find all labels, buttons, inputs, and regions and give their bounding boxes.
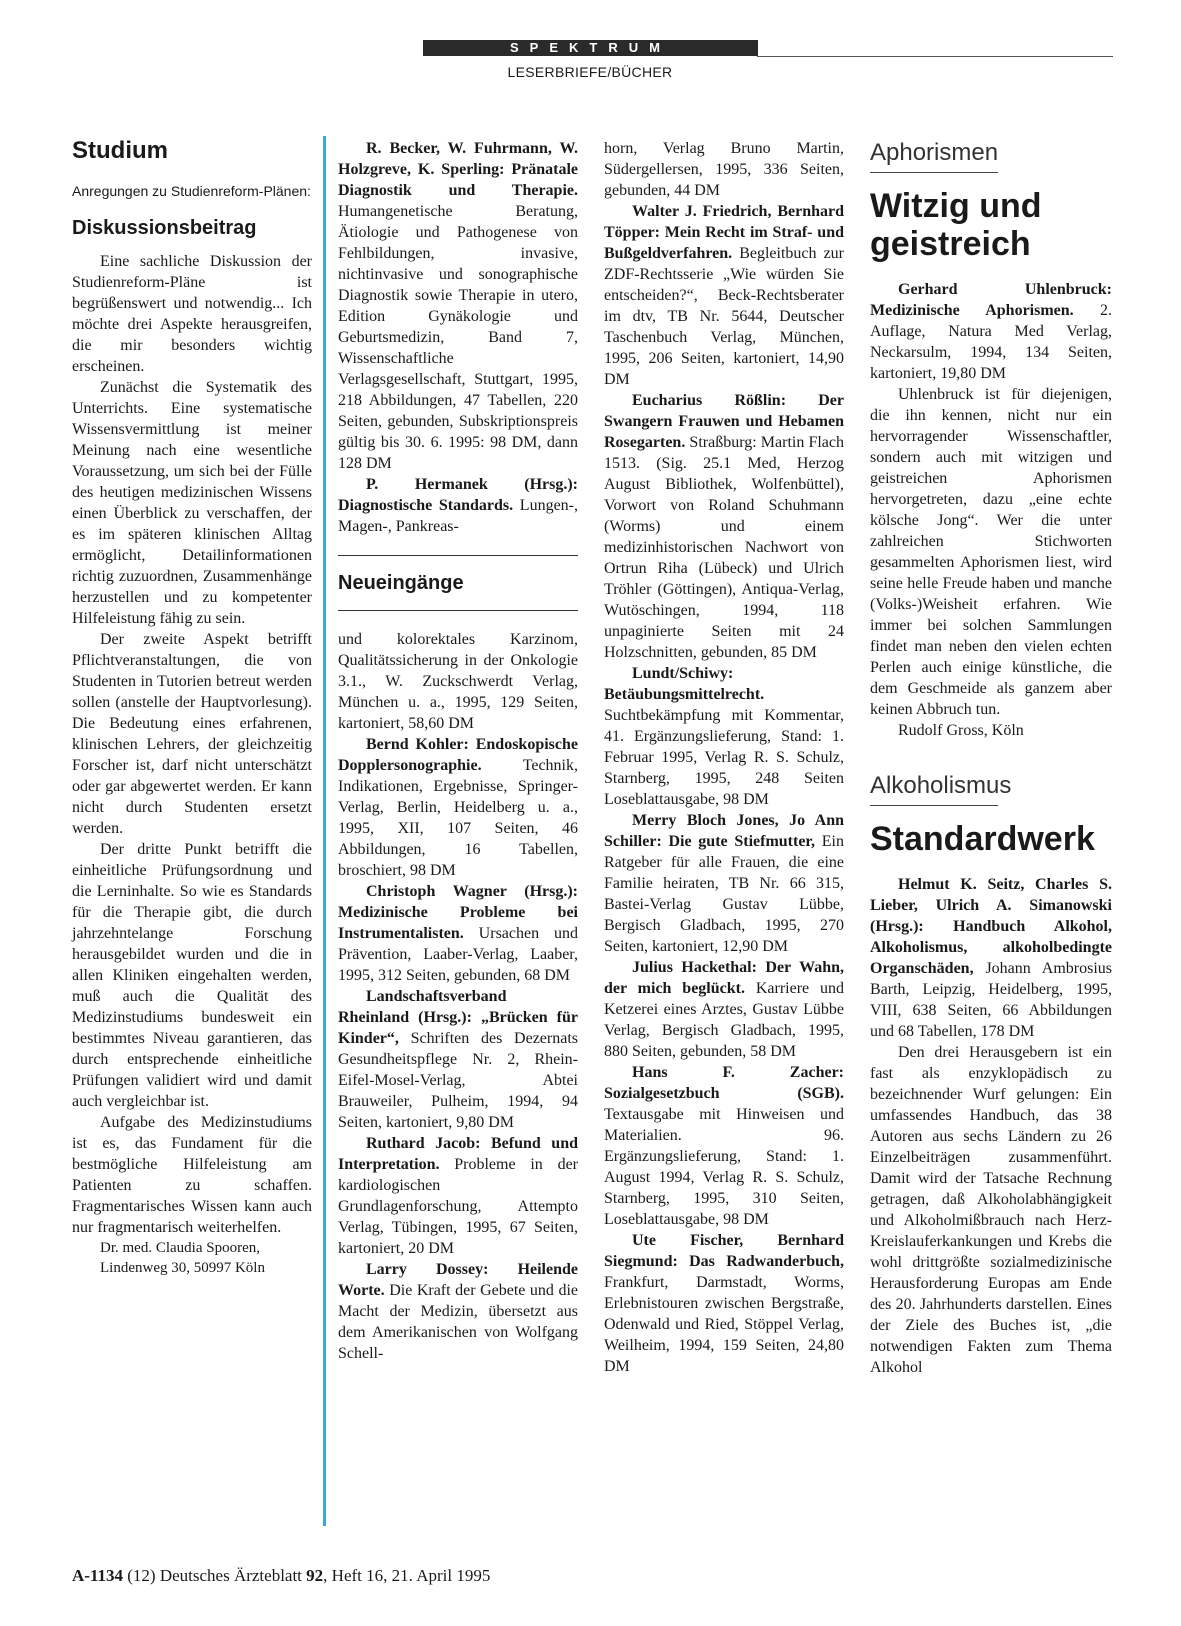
page-footer — [72, 1566, 632, 1586]
page-number: A-1134 — [72, 1566, 123, 1585]
book-entry — [338, 1133, 578, 1259]
book-details: Straßburg: Martin Flach 1513. (Sig. 25.1 Med, Herzog August Bibliothek, Wolfenbüttel), Vorwort von Roland Schuhmann (Worms) und einem medizinhistorischen Nachwort von Ortrun Riha (Lübeck) und Ulrich Tröhler (Göttingen), Antiqua-Verlag, Wutöschingen, 1994, 118 unpaginierte Seiten mit 24 Holzschnitten, gebunden, 85 DM — [604, 434, 844, 661]
column-new-books-2 — [604, 138, 844, 1377]
book-entry — [604, 201, 844, 390]
book-title: Julius Hackethal: Der Wahn, der mich beglückt. — [604, 959, 844, 997]
book-title: Merry Bloch Jones, Jo Ann Schiller: Die gute Stiefmutter, — [604, 812, 844, 850]
column-letters — [72, 136, 312, 1278]
book-details: Suchtbekämpfung mit Kommentar, 41. Ergänzungslieferung, Stand: 1. Februar 1995, Verlag R. S. Schulz, Starnberg, 1995, 248 Seiten Loseblattausgabe, 98 DM — [604, 707, 844, 808]
book-entry — [604, 1230, 844, 1377]
review-book-entry — [870, 279, 1112, 384]
book-title: Hans F. Zacher: Sozialgesetzbuch (SGB). — [604, 1064, 844, 1102]
review-title: Witzig und geistreich — [870, 187, 1042, 263]
book-entry — [338, 734, 578, 881]
book-title: Ruthard Jacob: Befund und Interpretation. — [338, 1135, 578, 1173]
book-entry — [338, 881, 578, 986]
review-text: Uhlenbruck ist für diejenigen, die ihn kennen, nicht nur ein hervorragender Wissenschaftler, sondern auch mit witzigen und geistreichen Aphorismen hervorgetreten, dazu „eine echte kölsche Jong“. Wer die unter zahlreichen Stichworten gesammelten Aphorismen liest, wird seine helle Freude haben und manche (Volks-)Weisheit erfahren. Wie immer bei solchen Sammlungen findet man neben den vielen echten Perlen auch einige künstliche, die dem Geschmeide als ganzem aber keinen Abbruch tun. — [870, 386, 1112, 718]
book-entry — [604, 957, 844, 1062]
book-entry — [338, 1259, 578, 1364]
book-details: Die Kraft der Gebete und die Macht der Medizin, übersetzt aus dem Amerikanischen von Wolfgang Schell- — [338, 1282, 578, 1362]
column-new-books-1 — [338, 138, 578, 1364]
paragraph: Zunächst die Systematik des Unterrichts. Eine systematische Wissensvermittlung ist meiner Meinung nach eine wesentliche Voraussetzung, um sich bei der Fülle des heutigen medizinischen Wissens einen Überblick zu verschaffen, der es im späteren klinischen Alltag ermöglicht, Detailinformationen richtig zuzuordnen, Zusammenhänge herzustellen und zu kompetenter Hilfeleistung fähig zu sein. — [72, 379, 312, 627]
book-title: P. Hermanek (Hrsg.): Diagnostische Standards. — [338, 476, 578, 514]
paragraph: Eine sachliche Diskussion der Studienreform-Pläne ist begrüßenswert und notwendig... Ich möchte drei Aspekte herausgreifen, die mir besonders wichtig erscheinen. — [72, 253, 312, 375]
book-title: Larry Dossey: Heilende Worte. — [338, 1261, 578, 1299]
book-title: Gerhard Uhlenbruck: Medizinische Aphorismen. — [870, 281, 1112, 319]
book-entry — [604, 1062, 844, 1230]
review-book-entry — [870, 874, 1112, 1042]
book-title: Christoph Wagner (Hrsg.): Medizinische Probleme bei Instrumentalisten. — [338, 883, 578, 942]
book-title: R. Becker, W. Fuhrmann, W. Holzgreve, K. Sperling: Pränatale Diagnostik und Therapie. — [338, 140, 578, 199]
book-entry-continued: und kolorektales Karzinom, Qualitätssicherung in der Onkologie 3.1., W. Zuckschwerdt Verlag, München u. a., 1995, 129 Seiten, kartoniert, 58,60 DM — [338, 631, 578, 732]
book-title: Walter J. Friedrich, Bernhard Töpper: Mein Recht im Straf- und Bußgeldverfahren. — [604, 203, 844, 262]
review-text: Den drei Herausgebern ist ein fast als enzyklopädisch zu bezeichnender Wurf gelungen: Ein umfassendes Handbuch, das 38 Autoren aus sechs Ländern zu 26 Einzelbeiträgen zusammenführt. Damit wird der Tatsache Rechnung getragen, daß Alkoholabhängigkeit und Alkoholmißbrauch nach Herz-Kreislauferkankungen und Krebs die wohl drittgrößte sozialmedizinische Herausforderung Europas am Ende des 20. Jahrhunderts darstellen. Eines der Ziele des Buches ist, „die notwendigen Fakten zum Thema Alkohol — [870, 1044, 1112, 1376]
book-entry — [604, 390, 844, 663]
book-title: Bernd Kohler: Endoskopische Dopplersonographie. — [338, 736, 578, 774]
divider — [338, 555, 578, 556]
section-subtitle: LESERBRIEFE/BÜCHER — [507, 64, 673, 80]
book-title: Ute Fischer, Bernhard Siegmund: Das Radwanderbuch, — [604, 1232, 844, 1270]
book-entry — [338, 986, 578, 1133]
book-details: Technik, Indikationen, Ergebnisse, Springer-Verlag, Berlin, Heidelberg u. a., 1995, XII, 107 Seiten, 46 Abbildungen, 16 Tabellen, broschiert, 98 DM — [338, 757, 578, 879]
book-details: Probleme in der kardiologischen Grundlagenforschung, Attempto Verlag, Tübingen, 1995, 67 Seiten, kartoniert, 20 DM — [338, 1156, 578, 1257]
journal-name: (12) Deutsches Ärzteblatt — [123, 1566, 307, 1585]
book-details: Humangenetische Beratung, Ätiologie und Pathogenese von Fehlbildungen, invasive, nichtinvasive und sonographische Diagnostik sowie Therapie in utero, Edition Gynäkologie und Geburtsmedizin, Band 7, Wissenschaftliche Verlagsgesellschaft, Stuttgart, 1995, 218 Abbildungen, 47 Tabellen, 220 Seiten, gebunden, Subskriptionspreis gültig bis 30. 6. 1995: 98 DM, dann 128 DM — [338, 203, 578, 472]
book-entry — [338, 474, 578, 537]
paragraph: Der zweite Aspekt betrifft Pflichtveranstaltungen, die von Studenten in Tutorien betreut werden sollen (anstelle der Hauptvorlesung). Die Bedeutung eines erfahrenen, klinischen Lehrers, der gleichzeitig Forscher ist, darf nicht unterschätzt oder gar abgewertet werden. Er kann nicht durch Studenten ersetzt werden. — [72, 631, 312, 837]
letter-signature — [72, 1238, 312, 1278]
book-details: Ein Ratgeber für alle Frauen, die eine Familie heiraten, TB Nr. 66 315, Bastei-Verlag Gustav Lübbe, Bergisch Gladbach, 1995, 270 Seiten, kartoniert, 12,90 DM — [604, 833, 844, 955]
review-category: Aphorismen — [870, 139, 999, 166]
letter-heading: Diskussionsbeitrag — [72, 217, 257, 239]
book-entry — [338, 138, 578, 474]
book-details: Textausgabe mit Hinweisen und Materialien. 96. Ergänzungslieferung, Stand: 1. August 1994, Verlag R. S. Schulz, Starnberg, 1995, 310 Seiten, Loseblattausgabe, 98 DM — [604, 1106, 844, 1228]
new-arrivals-heading: Neueingänge — [338, 572, 464, 594]
column-reviews — [870, 138, 1112, 1378]
letter-subtitle: Anregungen zu Studienreform-Plänen: — [72, 183, 311, 199]
journal-volume: 92 — [306, 1566, 324, 1585]
column-accent-bar — [323, 136, 326, 1526]
book-details: Ursachen und Prävention, Laaber-Verlag, Laaber, 1995, 312 Seiten, gebunden, 68 DM — [338, 925, 578, 984]
section-banner: SPEKTRUM — [423, 40, 758, 56]
book-entry — [604, 810, 844, 957]
book-title: Lundt/Schiwy: Betäubungsmittelrecht. — [604, 665, 765, 703]
paragraph: Der dritte Punkt betrifft die einheitliche Prüfungsordnung und die Lerninhalte. So wie es Standards für die Therapie gibt, die durch jahrzehntelange Forschung herausgebildet wurden und die in allen Kliniken eingehalten werden, muß auch die Qualität des Medizinstudiums bundesweit ein bestimmtes Niveau garantieren, das durch entsprechende einheitliche Prüfungen validiert wird und damit auch vergleichbar ist. — [72, 841, 312, 1110]
book-details: Lungen-, Magen-, Pankreas- — [338, 497, 578, 535]
signature-name: Dr. med. Claudia Spooren, — [100, 1240, 260, 1256]
book-title: Helmut K. Seitz, Charles S. Lieber, Ulrich A. Simanowski (Hrsg.): Handbuch Alkohol, Alkoholismus, alkoholbedingte Organschäden, — [870, 876, 1112, 977]
book-details: 2. Auflage, Natura Med Verlag, Neckarsulm, 1994, 134 Seiten, kartoniert, 19,80 DM — [870, 302, 1112, 382]
review-signature: Rudolf Gross, Köln — [898, 722, 1024, 739]
book-entry — [604, 663, 844, 810]
signature-address: Lindenweg 30, 50997 Köln — [100, 1260, 265, 1276]
book-details: Frankfurt, Darmstadt, Worms, Erlebnistouren zwischen Bergstraße, Odenwald und Ried, Stöppel Verlag, Weilheim, 1994, 159 Seiten, 24,80 DM — [604, 1274, 844, 1375]
book-title: Landschaftsverband Rheinland (Hrsg.): „Brücken für Kinder“, — [338, 988, 578, 1047]
issue-date: , Heft 16, 21. April 1995 — [323, 1566, 491, 1585]
divider — [338, 610, 578, 611]
book-details: Begleitbuch zur ZDF-Rechtsserie „Wie würden Sie entscheiden?“, Beck-Rechtsberater im dtv, TB Nr. 5644, Deutscher Taschenbuch Verlag, München, 1995, 206 Seiten, kartoniert, 14,90 DM — [604, 245, 844, 388]
category-underline — [870, 805, 998, 806]
category-underline — [870, 172, 998, 173]
letter-category-title: Studium — [72, 137, 168, 164]
book-title: Eucharius Rößlin: Der Swangern Frauwen und Hebamen Rosegarten. — [604, 392, 844, 451]
review-title: Standardwerk — [870, 820, 1095, 858]
paragraph: Aufgabe des Medizinstudiums ist es, das Fundament für die bestmögliche Hilfeleistung am Patienten zu schaffen. Fragmentarisches Wissen kann auch nur fragmentarisch weiterhelfen. — [72, 1114, 312, 1236]
book-details: Schriften des Dezernats Gesundheitspflege Nr. 2, Rhein-Eifel-Mosel-Verlag, Abtei Brauweiler, Pulheim, 1994, 94 Seiten, kartoniert, 9,80 DM — [338, 1030, 578, 1131]
review-category: Alkoholismus — [870, 772, 1012, 799]
header-rule — [757, 56, 1113, 57]
book-details: Karriere und Ketzerei eines Arztes, Gustav Lübbe Verlag, Bergisch Gladbach, 1995, 880 Seiten, gebunden, 58 DM — [604, 980, 844, 1060]
book-details: Johann Ambrosius Barth, Leipzig, Heidelberg, 1995, VIII, 638 Seiten, 66 Abbildungen und 68 Tabellen, 178 DM — [870, 960, 1112, 1040]
book-entry-continued: horn, Verlag Bruno Martin, Südergellersen, 1995, 336 Seiten, gebunden, 44 DM — [604, 140, 844, 199]
